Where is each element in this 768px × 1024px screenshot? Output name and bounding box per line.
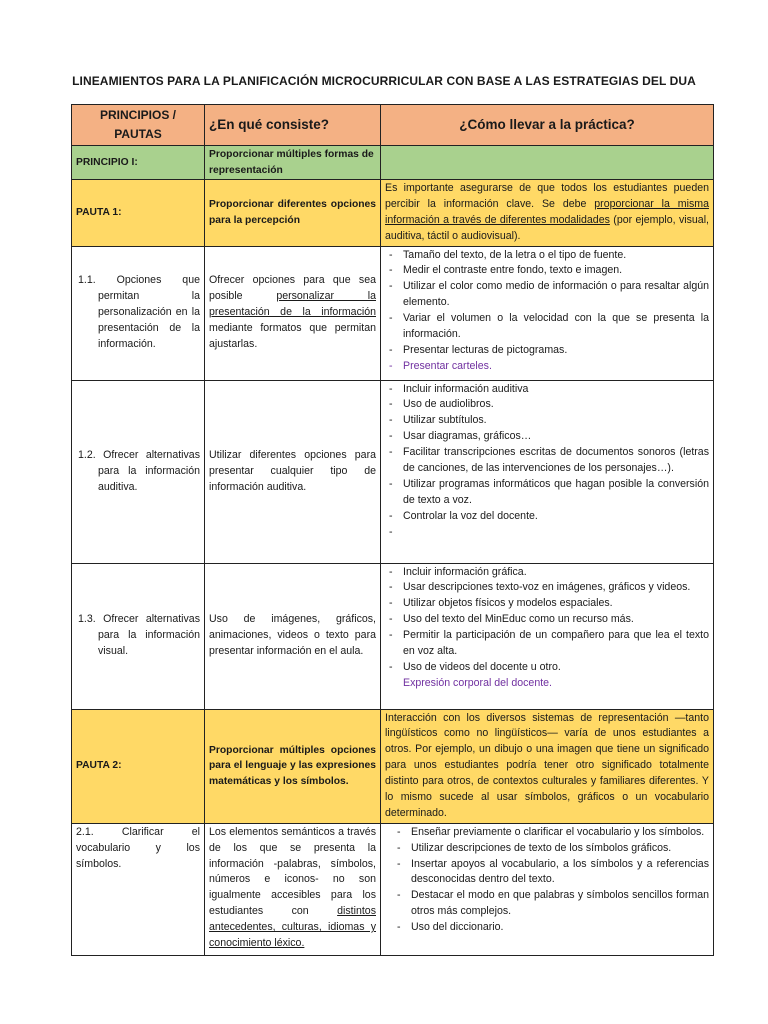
list-item: - Destacar el modo en que palabras y símbolos sencillos forman otros más complejos. <box>385 888 709 920</box>
row-1-2-list <box>385 382 709 541</box>
list-item: - Usar diagramas, gráficos… <box>385 429 709 445</box>
row-1-2-practice <box>381 380 714 563</box>
list-item: - Incluir información auditiva <box>385 382 709 398</box>
principio-1-description: Proporcionar múltiples formas de representación <box>205 146 381 180</box>
list-item: - Permitir la participación de un compañero para que lea el texto en voz alta. <box>385 628 709 660</box>
header-principios: PRINCIPIOS / PAUTAS <box>72 105 205 146</box>
pauta-1-practice-highlight: proporcionar la misma información a través de diferentes modalidades <box>385 197 709 226</box>
list-item: - Insertar apoyos al vocabulario, a los símbolos y a referencias desconocidas dentro del texto. <box>385 857 709 889</box>
row-1-3-list <box>385 565 709 692</box>
row-1-2-description: Utilizar diferentes opciones para presentar cualquier tipo de información auditiva. <box>205 380 381 563</box>
list-item: - Utilizar programas informáticos que hagan posible la conversión de texto a voz. <box>385 477 709 509</box>
list-item: - Medir el contraste entre fondo, texto e imagen. <box>385 263 709 279</box>
row-1-1-desc-intro: Ofrecer opciones para que sea posible <box>209 274 376 303</box>
list-item: - Usar descripciones texto-voz en imágenes, gráficos y videos. <box>385 580 709 596</box>
list-item: - Uso de audiolibros. <box>385 397 709 413</box>
pauta-1-practice <box>381 180 714 247</box>
header-row <box>72 105 714 146</box>
row-1-3-practice <box>381 563 714 709</box>
list-item: - Utilizar objetos físicos y modelos espaciales. <box>385 596 709 612</box>
pauta-2-row <box>72 709 714 823</box>
row-1-3-description: Uso de imágenes, gráficos, animaciones, videos o texto para presentar información en el aula. <box>205 563 381 709</box>
list-item: - Uso del texto del MinEduc como un recurso más. <box>385 612 709 628</box>
pauta-2-practice: Interacción con los diversos sistemas de representación —tanto lingüísticos como no lingüísticos— varía de unos estudiantes a otros. Por ejemplo, un dibujo o una imagen que tiene un significado para unos estudiantes podría tener otro significado totalmente distinto para otros, de contextos culturales y familiares diferentes. Y lo mismo sucede al usar símbolos, gráficos o un vocabulario determinado. <box>381 709 714 823</box>
row-2-1 <box>72 823 714 955</box>
list-item: - Utilizar descripciones de texto de los símbolos gráficos. <box>385 841 709 857</box>
row-2-1-practice <box>381 823 714 955</box>
list-item: - Uso del diccionario. <box>385 920 709 936</box>
pauta-1-row <box>72 180 714 247</box>
pauta-2-label: PAUTA 2: <box>72 709 205 823</box>
row-2-1-list <box>385 825 709 936</box>
list-item: Expresión corporal del docente. <box>403 676 552 689</box>
list-item: - Presentar lecturas de pictogramas. <box>385 343 709 359</box>
list-item: - Incluir información gráfica. <box>385 565 709 581</box>
list-item: - Enseñar previamente o clarificar el vocabulario y los símbolos. <box>385 825 709 841</box>
lineamientos-table <box>71 104 714 956</box>
row-2-1-desc-highlight: distintos antecedentes, culturas, idiomas y conocimiento léxico. <box>209 905 376 950</box>
pauta-1-label: PAUTA 1: <box>72 180 205 247</box>
row-1-2-label: 1.2. Ofrecer alternativas para la información auditiva. <box>72 380 205 563</box>
row-1-1-desc-outro: mediante formatos que permitan ajustarlas. <box>209 322 376 350</box>
list-item: - Uso de videos del docente u otro. <box>385 660 709 676</box>
principio-1-label: PRINCIPIO I: <box>72 146 205 180</box>
list-item <box>385 525 709 541</box>
pauta-2-description: Proporcionar múltiples opciones para el lenguaje y las expresiones matemáticas y los símbolos. <box>205 709 381 823</box>
row-1-1 <box>72 246 714 380</box>
list-item: - Utilizar subtítulos. <box>385 413 709 429</box>
header-en-que-consiste: ¿En qué consiste? <box>205 105 381 146</box>
document-title: LINEAMIENTOS PARA LA PLANIFICACIÓN MICROCURRICULAR CON BASE A LAS ESTRATEGIAS DEL DUA <box>72 74 696 88</box>
header-como-llevar: ¿Cómo llevar a la práctica? <box>381 105 714 146</box>
list-item: - Utilizar el color como medio de información o para resaltar algún elemento. <box>385 279 709 311</box>
list-item: - Presentar carteles. <box>385 359 709 375</box>
row-2-1-label: 2.1. Clarificar el vocabulario y los símbolos. <box>72 823 205 955</box>
pauta-1-practice-outro: (por ejemplo, visual, auditiva, táctil o audiovisual). <box>385 213 710 242</box>
list-item: - Variar el volumen o la velocidad con la que se presenta la información. <box>385 311 709 343</box>
row-1-1-description <box>205 246 381 380</box>
list-item: - Controlar la voz del docente. <box>385 509 709 525</box>
principio-1-row <box>72 146 714 180</box>
row-1-1-desc-highlight: personalizar la presentación de la información <box>209 290 376 319</box>
pauta-1-description: Proporcionar diferentes opciones para la percepción <box>205 180 381 247</box>
row-1-3-label: 1.3. Ofrecer alternativas para la información visual. <box>72 563 205 709</box>
pauta-1-practice-intro: Es importante asegurarse de que todos los estudiantes pueden percibir la información clave. Se debe <box>385 182 709 210</box>
row-2-1-desc-intro: Los elementos semánticos a través de los que se presenta la información -palabras, símbolos, números e iconos- no son igualmente accesibles para los estudiantes con <box>209 825 376 918</box>
principio-1-practice <box>381 146 714 180</box>
list-item: - Facilitar transcripciones escritas de documentos sonoros (letras de canciones, de las intervenciones de los personajes…). <box>385 445 709 477</box>
row-1-2 <box>72 380 714 563</box>
list-item: - Tamaño del texto, de la letra o el tipo de fuente. <box>385 248 709 264</box>
row-1-3 <box>72 563 714 709</box>
row-1-1-list <box>385 248 709 375</box>
row-1-1-practice <box>381 246 714 380</box>
row-1-1-label: 1.1. Opciones que permitan la personalización en la presentación de la información. <box>72 246 205 380</box>
row-2-1-description <box>205 823 381 955</box>
